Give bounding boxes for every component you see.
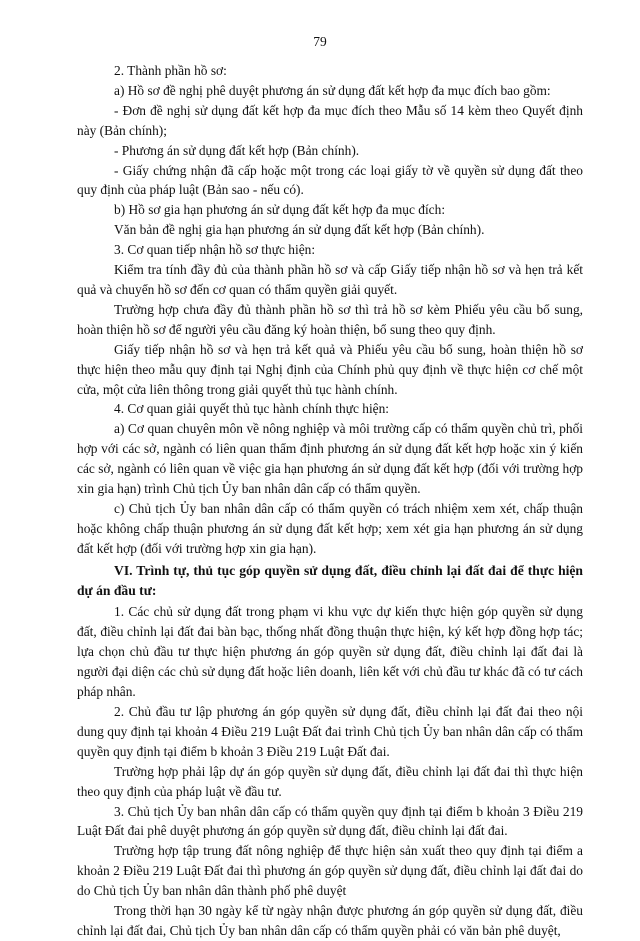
paragraph: a) Hồ sơ đề nghị phê duyệt phương án sử dụng đất kết hợp đa mục đích bao gồm: (114, 82, 551, 98)
paragraph: Trong thời hạn 30 ngày kể từ ngày nhận được phương án góp quyền sử dụng đất, điều chỉnh lại đất đai, Chủ tịch Ủy ban nhân dân cấp có thẩm quyền phải có văn bản phê duyệt, (77, 903, 583, 938)
paragraph: - Đơn đề nghị sử dụng đất kết hợp đa mục đích theo Mẫu số 14 kèm theo Quyết định này (Bản chính); (77, 102, 583, 138)
paragraph: Kiểm tra tính đầy đủ của thành phần hồ sơ và cấp Giấy tiếp nhận hồ sơ và hẹn trả kết quả và chuyển hồ sơ đến cơ quan có thẩm quyền giải quyết. (77, 262, 583, 297)
paragraph: 3. Chủ tịch Ủy ban nhân dân cấp có thẩm quyền quy định tại điểm b khoản 3 Điều 219 Luật Đất đai phê duyệt phương án góp quyền sử dụng đất, điều chỉnh lại đất đai. (77, 803, 583, 839)
document-body (77, 61, 583, 941)
paragraph: 2. Thành phần hồ sơ: (114, 63, 227, 78)
paragraph: Trường hợp phải lập dự án góp quyền sử dụng đất, điều chỉnh lại đất đai thì thực hiện theo quy định của pháp luật về đầu tư. (77, 763, 583, 799)
paragraph: - Giấy chứng nhận đã cấp hoặc một trong các loại giấy tờ về quyền sử dụng đất theo quy định của pháp luật (Bản sao - nếu có). (77, 162, 583, 198)
paragraph: c) Chủ tịch Ủy ban nhân dân cấp có thẩm quyền có trách nhiệm xem xét, chấp thuận hoặc không chấp thuận phương án sử dụng đất kết hợp; xem xét gia hạn phương án sử dụng đất kết hợp (đối với trường hợp xin gia hạn). (77, 500, 583, 556)
paragraph: 2. Chủ đầu tư lập phương án góp quyền sử dụng đất, điều chỉnh lại đất đai theo nội dung quy định tại khoản 4 Điều 219 Luật Đất đai trình Chủ tịch Ủy ban nhân dân cấp có thẩm quyền quy định tại điểm b khoản 3 Điều 219 Luật Đất đai. (77, 704, 583, 759)
paragraph: 3. Cơ quan tiếp nhận hồ sơ thực hiện: (114, 242, 316, 258)
paragraph: 4. Cơ quan giải quyết thủ tục hành chính thực hiện: (114, 401, 390, 417)
paragraph: Trường hợp chưa đầy đủ thành phần hồ sơ thì trả hồ sơ kèm Phiếu yêu cầu bổ sung, hoàn thiện hồ sơ để người yêu cầu đăng ký hoàn thiện, bổ sung theo quy định. (77, 301, 583, 337)
paragraph: Văn bản đề nghị gia hạn phương án sử dụng đất kết hợp (Bản chính). (114, 222, 485, 238)
paragraph: b) Hồ sơ gia hạn phương án sử dụng đất kết hợp đa mục đích: (114, 202, 446, 218)
paragraph: Giấy tiếp nhận hồ sơ và hẹn trả kết quả và Phiếu yêu cầu bổ sung, hoàn thiện hồ sơ thực hiện theo mẫu quy định tại Nghị định của Chính phủ quy định về thực hiện cơ chế một cửa, một cửa liên thông trong giải quyết thủ tục hành chính. (77, 341, 583, 397)
paragraph: Trường hợp tập trung đất nông nghiệp để thực hiện sản xuất theo quy định tại điểm a khoản 2 Điều 219 Luật Đất đai thì phương án góp quyền sử dụng đất, điều chỉnh lại đất đai do do Chủ tịch Ủy ban nhân dân thành phố phê duyệt (77, 843, 583, 899)
section-heading: VI. Trình tự, thủ tục góp quyền sử dụng đất, điều chỉnh lại đất đai để thực hiện dự án đầu tư: (77, 562, 583, 598)
paragraph: a) Cơ quan chuyên môn về nông nghiệp và môi trường cấp có thẩm quyền chủ trì, phối hợp với các sở, ngành có liên quan thẩm định phương án sử dụng đất kết hợp hoặc xin ý kiến các sở, ngành có liên quan về việc gia hạn phương án sử dụng đất kết hợp (đối với trường hợp xin gia hạn) trình Chủ tịch Ủy ban nhân dân cấp có thẩm quyền. (77, 421, 583, 497)
paragraph: - Phương án sử dụng đất kết hợp (Bản chính). (114, 142, 360, 158)
page-number: 79 (313, 34, 327, 49)
paragraph: 1. Các chủ sử dụng đất trong phạm vi khu vực dự kiến thực hiện góp quyền sử dụng đất, điều chỉnh lại đất đai bàn bạc, thống nhất đồng thuận thực hiện, ký kết hợp đồng hợp tác; lựa chọn chủ đầu tư thực hiện phương án góp quyền sử dụng đất, điều chỉnh lại đất đai là người đại diện các chủ sử dụng đất hoặc liên doanh, liên kết với chủ đầu tư khác đã có tư cách pháp nhân. (77, 604, 583, 700)
